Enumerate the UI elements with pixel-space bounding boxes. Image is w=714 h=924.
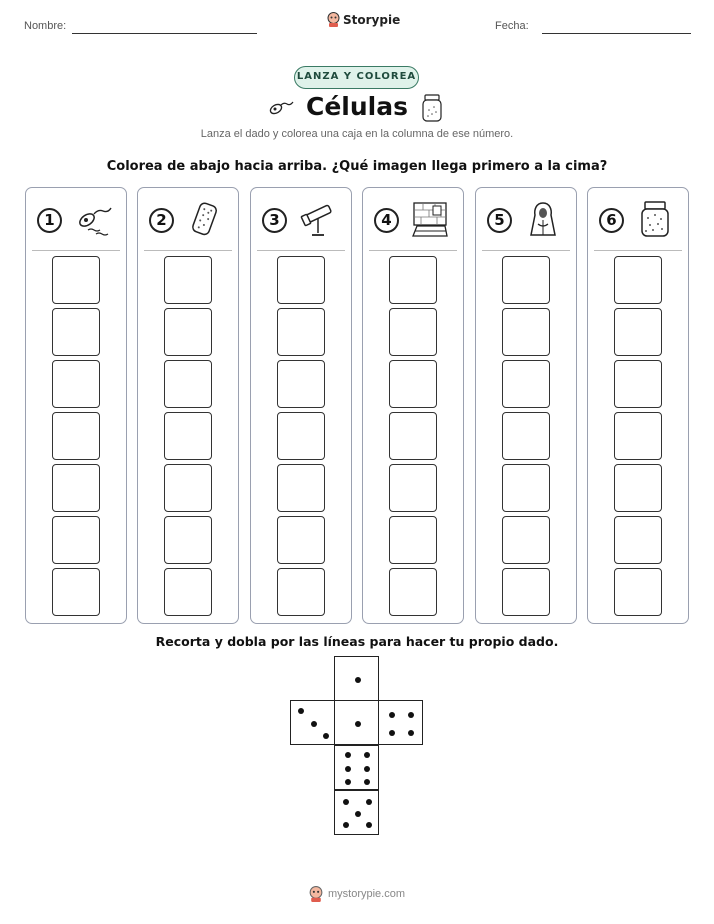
activity-badge: LANZA Y COLOREA (294, 66, 419, 89)
dice-pip (345, 779, 351, 785)
color-box[interactable] (614, 464, 662, 512)
color-box[interactable] (164, 464, 212, 512)
dice-pip (345, 766, 351, 772)
name-label: Nombre: (24, 20, 67, 32)
color-box[interactable] (277, 464, 325, 512)
dice-pip (364, 752, 370, 758)
color-box[interactable] (52, 308, 100, 356)
color-box[interactable] (52, 568, 100, 616)
column-3 (250, 187, 352, 624)
dice-pip (364, 766, 370, 772)
color-box[interactable] (389, 516, 437, 564)
column-number: 6 (599, 208, 624, 233)
color-box[interactable] (614, 516, 662, 564)
column-divider (482, 250, 570, 251)
color-box[interactable] (277, 256, 325, 304)
jar-icon (420, 94, 444, 122)
dice-pip (311, 721, 317, 727)
column-divider (257, 250, 345, 251)
dice-pip (389, 712, 395, 718)
dice-pip (366, 822, 372, 828)
column-divider (144, 250, 232, 251)
brand-name: Storypie (343, 12, 401, 27)
dice-pip (389, 730, 395, 736)
color-box[interactable] (389, 360, 437, 408)
color-box[interactable] (52, 256, 100, 304)
color-box[interactable] (614, 412, 662, 460)
color-box[interactable] (52, 516, 100, 564)
dice-pip (355, 721, 361, 727)
column-number: 4 (374, 208, 399, 233)
color-box[interactable] (277, 568, 325, 616)
dice-face-1 (334, 700, 379, 745)
dice-pip (408, 712, 414, 718)
column-2 (137, 187, 239, 624)
instruction-text: Colorea de abajo hacia arriba. ¿Qué imagen llega primero a la cima? (106, 159, 608, 174)
column-number: 2 (149, 208, 174, 233)
color-box[interactable] (164, 360, 212, 408)
brand-logo (327, 12, 400, 27)
column-header (476, 188, 576, 250)
column-header (138, 188, 238, 250)
color-box[interactable] (502, 256, 550, 304)
column-1 (25, 187, 127, 624)
color-box[interactable] (277, 308, 325, 356)
dice-pip (345, 752, 351, 758)
dice-pip (408, 730, 414, 736)
color-box[interactable] (277, 360, 325, 408)
dice-pip (343, 799, 349, 805)
color-box[interactable] (614, 308, 662, 356)
color-box[interactable] (502, 360, 550, 408)
cell-room-icon (411, 200, 449, 238)
column-number: 5 (487, 208, 512, 233)
sperm-cell-icon (74, 200, 112, 238)
dice-pip (323, 733, 329, 739)
column-divider (32, 250, 120, 251)
name-line[interactable] (72, 33, 257, 34)
color-box[interactable] (389, 568, 437, 616)
footer (308, 886, 405, 902)
color-box[interactable] (164, 412, 212, 460)
dice-face-1 (334, 656, 379, 701)
column-number: 1 (37, 208, 62, 233)
dice-pip (355, 811, 361, 817)
footer-url: mystorypie.com (328, 888, 406, 900)
date-label: Fecha: (495, 20, 529, 32)
color-box[interactable] (52, 360, 100, 408)
telescope-icon (299, 200, 337, 238)
dice-pip (355, 677, 361, 683)
color-box[interactable] (52, 464, 100, 512)
cut-instruction: Recorta y dobla por las líneas para hacer tu propio dado. (155, 634, 559, 649)
storypie-mascot-icon (327, 12, 340, 27)
cork-cells-icon (186, 200, 224, 238)
column-header (363, 188, 463, 250)
column-4 (362, 187, 464, 624)
column-6 (587, 187, 689, 624)
color-box[interactable] (389, 308, 437, 356)
column-number: 3 (262, 208, 287, 233)
color-box[interactable] (277, 516, 325, 564)
color-box[interactable] (389, 412, 437, 460)
dice-face-4 (378, 700, 423, 745)
dice-pip (364, 779, 370, 785)
column-header (251, 188, 351, 250)
column-header (588, 188, 688, 250)
color-box[interactable] (614, 360, 662, 408)
column-5 (475, 187, 577, 624)
column-divider (369, 250, 457, 251)
color-box[interactable] (164, 568, 212, 616)
color-box[interactable] (614, 568, 662, 616)
color-box[interactable] (52, 412, 100, 460)
dice-face-6 (334, 745, 379, 790)
page-title: Células (306, 92, 408, 121)
color-box[interactable] (164, 516, 212, 564)
column-header (26, 188, 126, 250)
color-box[interactable] (389, 464, 437, 512)
jar-icon (636, 200, 674, 238)
subtitle: Lanza el dado y colorea una caja en la columna de ese número. (200, 128, 514, 140)
storypie-mascot-icon (308, 886, 324, 902)
column-divider (594, 250, 682, 251)
color-box[interactable] (164, 308, 212, 356)
color-box[interactable] (164, 256, 212, 304)
color-box[interactable] (614, 256, 662, 304)
monk-icon (524, 200, 562, 238)
color-box[interactable] (502, 412, 550, 460)
color-box[interactable] (502, 568, 550, 616)
color-box[interactable] (502, 516, 550, 564)
color-box[interactable] (502, 308, 550, 356)
dice-face-5 (334, 790, 379, 835)
color-box[interactable] (389, 256, 437, 304)
dice-pip (343, 822, 349, 828)
dice-pip (298, 708, 304, 714)
date-line[interactable] (542, 33, 691, 34)
dice-face-3 (290, 700, 335, 745)
color-box[interactable] (277, 412, 325, 460)
color-box[interactable] (502, 464, 550, 512)
dice-pip (366, 799, 372, 805)
